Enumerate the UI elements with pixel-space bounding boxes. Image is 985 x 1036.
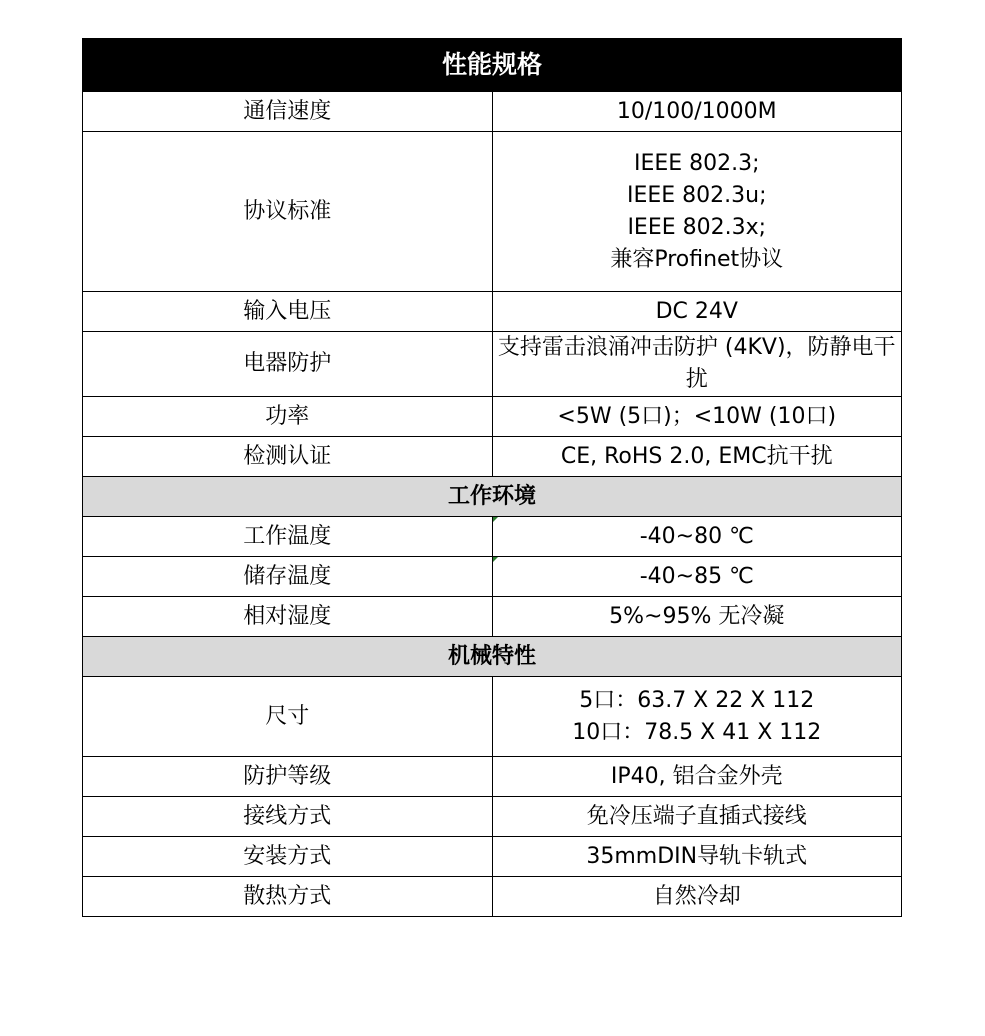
row-label: 接线方式 bbox=[83, 797, 493, 837]
table-row bbox=[83, 517, 902, 557]
table-row bbox=[83, 132, 902, 292]
row-value: 35mmDIN导轨卡轨式 bbox=[492, 837, 902, 877]
table-row bbox=[83, 397, 902, 437]
section-header-row bbox=[83, 637, 902, 677]
value-line: IEEE 802.3x; bbox=[627, 214, 767, 240]
table-row bbox=[83, 877, 902, 917]
table-row bbox=[83, 437, 902, 477]
row-value: 自然冷却 bbox=[492, 877, 902, 917]
section-heading: 机械特性 bbox=[83, 637, 902, 677]
row-value: 支持雷击浪涌冲击防护 (4KV)，防静电干扰 bbox=[492, 332, 902, 397]
row-label: 尺寸 bbox=[83, 677, 493, 757]
row-label: 防护等级 bbox=[83, 757, 493, 797]
table-row bbox=[83, 292, 902, 332]
row-value-multiline bbox=[492, 677, 902, 757]
table-row bbox=[83, 557, 902, 597]
row-value-multiline bbox=[492, 132, 902, 292]
table-row bbox=[83, 332, 902, 397]
row-label: 通信速度 bbox=[83, 92, 493, 132]
table-title: 性能规格 bbox=[83, 39, 902, 92]
value-line: 5口：63.7 X 22 X 112 bbox=[579, 687, 815, 713]
row-label: 储存温度 bbox=[83, 557, 493, 597]
row-value: CE, RoHS 2.0, EMC抗干扰 bbox=[492, 437, 902, 477]
value-line: 兼容Profinet协议 bbox=[610, 246, 784, 272]
row-value: -40~80 ℃ bbox=[492, 517, 902, 557]
row-value: 免冷压端子直插式接线 bbox=[492, 797, 902, 837]
row-value: IP40, 铝合金外壳 bbox=[492, 757, 902, 797]
row-label: 检测认证 bbox=[83, 437, 493, 477]
section-header-row bbox=[83, 477, 902, 517]
row-label: 相对湿度 bbox=[83, 597, 493, 637]
table-title-row bbox=[83, 39, 902, 92]
row-label: 功率 bbox=[83, 397, 493, 437]
row-value: 10/100/1000M bbox=[492, 92, 902, 132]
row-label: 散热方式 bbox=[83, 877, 493, 917]
spec-table bbox=[82, 38, 902, 917]
row-value: -40~85 ℃ bbox=[492, 557, 902, 597]
row-value: <5W (5口)；<10W (10口) bbox=[492, 397, 902, 437]
row-label: 安装方式 bbox=[83, 837, 493, 877]
table-row bbox=[83, 797, 902, 837]
table-row bbox=[83, 837, 902, 877]
value-line: 10口：78.5 X 41 X 112 bbox=[572, 719, 822, 745]
row-value: DC 24V bbox=[492, 292, 902, 332]
row-label: 输入电压 bbox=[83, 292, 493, 332]
table-row bbox=[83, 757, 902, 797]
value-line: IEEE 802.3; bbox=[633, 150, 760, 176]
row-label: 协议标准 bbox=[83, 132, 493, 292]
table-row bbox=[83, 92, 902, 132]
row-label: 工作温度 bbox=[83, 517, 493, 557]
row-value: 5%~95% 无冷凝 bbox=[492, 597, 902, 637]
table-row bbox=[83, 597, 902, 637]
value-line: IEEE 802.3u; bbox=[626, 182, 767, 208]
section-heading: 工作环境 bbox=[83, 477, 902, 517]
row-label: 电器防护 bbox=[83, 332, 493, 397]
table-row bbox=[83, 677, 902, 757]
